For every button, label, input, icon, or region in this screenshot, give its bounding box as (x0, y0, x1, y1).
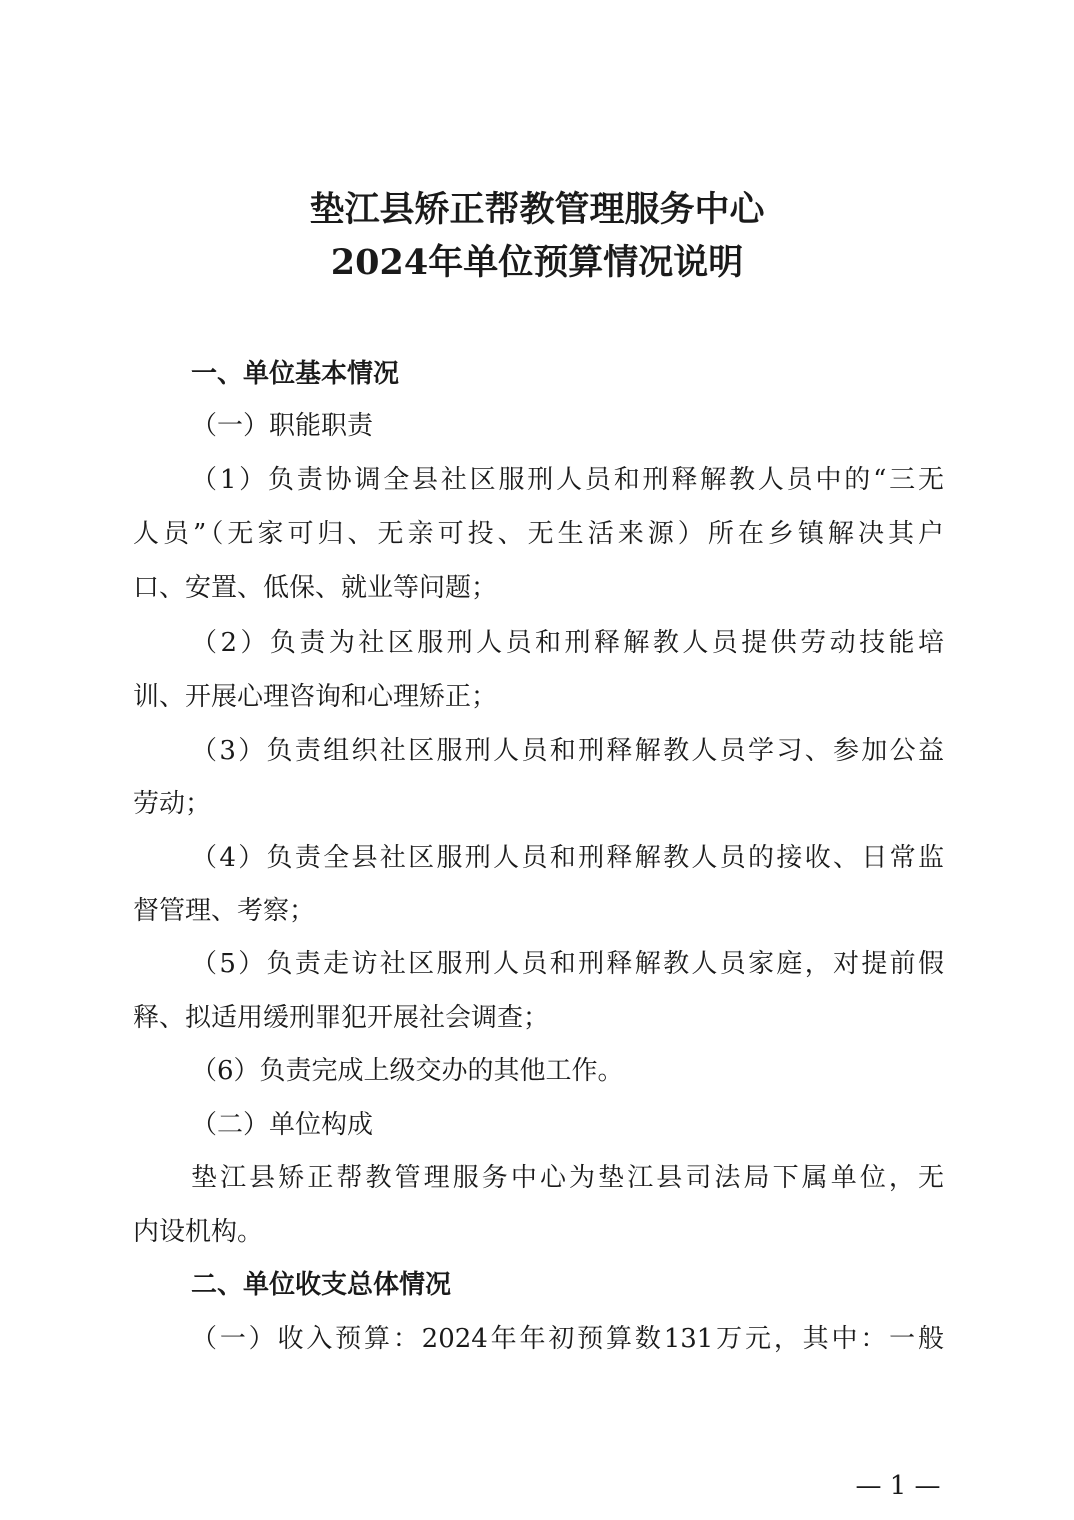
composition-line-2: 内设机构。 (133, 1217, 264, 1247)
document-title-line-2: 2024年单位预算情况说明 (330, 242, 744, 283)
page-number: — 1 — (855, 1471, 941, 1501)
duty-2-line-1: （2）负责为社区服刑人员和刑释解教人员提供劳动技能培 (191, 628, 944, 658)
composition-line-1: 垫江县矫正帮教管理服务中心为垫江县司法局下属单位，无 (191, 1163, 944, 1193)
duty-5-line-1: （5）负责走访社区服刑人员和刑释解教人员家庭，对提前假 (191, 949, 944, 979)
duty-1-line-3: 口、安置、低保、就业等问题； (133, 573, 498, 603)
subheading-composition: （二）单位构成 (191, 1110, 374, 1140)
section-heading-income-expenditure: 二、单位收支总体情况 (191, 1270, 452, 1300)
duty-6-line: （6）负责完成上级交办的其他工作。 (191, 1056, 624, 1086)
duty-3-line-1: （3）负责组织社区服刑人员和刑释解教人员学习、参加公益 (191, 736, 944, 766)
duty-2-line-2: 训、开展心理咨询和心理矫正； (133, 682, 498, 712)
duty-4-line-2: 督管理、考察； (133, 896, 316, 926)
section-heading-basic-info: 一、单位基本情况 (191, 359, 400, 389)
document-title-line-1: 垫江县矫正帮教管理服务中心 (309, 189, 765, 230)
duty-4-line-1: （4）负责全县社区服刑人员和刑释解教人员的接收、日常监 (191, 843, 944, 873)
duty-1-line-1: （1）负责协调全县社区服刑人员和刑释解教人员中的“三无 (191, 465, 944, 495)
duty-1-line-2: 人员”（无家可归、无亲可投、无生活来源）所在乡镇解决其户 (133, 519, 944, 549)
subheading-duties: （一）职能职责 (191, 411, 374, 441)
duty-5-line-2: 释、拟适用缓刑罪犯开展社会调查； (133, 1003, 550, 1033)
duty-3-line-2: 劳动； (133, 789, 212, 819)
income-budget-line: （一）收入预算：2024年年初预算数131万元，其中：一般 (191, 1324, 944, 1354)
